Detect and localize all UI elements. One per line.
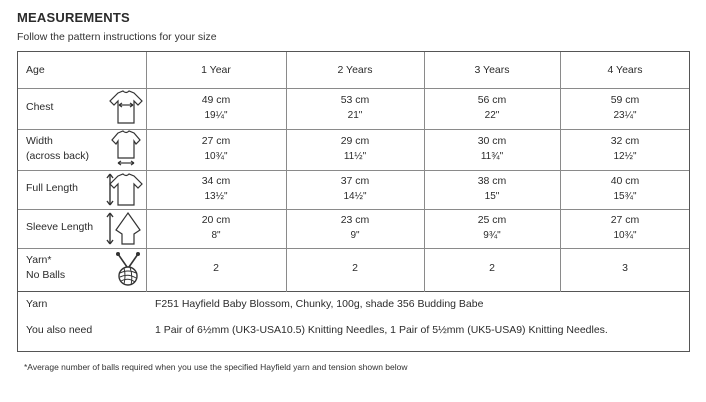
- yarn-ball-icon: [112, 251, 144, 289]
- size-header-4-years: 4 Years: [607, 64, 643, 76]
- chest-1-year: 49 cm 19¼": [201, 94, 231, 121]
- row-label-width: Width (across back): [26, 135, 90, 162]
- full-length-1-year: 34 cm 13½": [201, 175, 231, 202]
- yarn-value: F251 Hayfield Baby Blossom, Chunky, 100g, shade 356 Budding Babe: [155, 298, 484, 310]
- age-label: Age: [26, 64, 45, 76]
- chest-2-years: 53 cm 21": [340, 94, 370, 121]
- size-header-1-year: 1 Year: [201, 64, 231, 76]
- full-length-3-years: 38 cm 15": [477, 175, 507, 202]
- yarn-balls-3-years: 2: [489, 262, 495, 274]
- sleeve-measure-icon: [102, 210, 146, 247]
- sleeve-length-2-years: 23 cm 9": [340, 214, 370, 241]
- yarn-balls-4-years: 3: [622, 262, 628, 274]
- full-length-2-years: 37 cm 14½": [340, 175, 370, 202]
- size-header-2-years: 2 Years: [337, 64, 373, 76]
- measurements-title: MEASUREMENTS: [17, 10, 130, 25]
- measurements-table: [17, 51, 690, 352]
- row-label-sleeve-length: Sleeve Length: [26, 221, 94, 233]
- width-measure-icon: [106, 130, 146, 168]
- row-label-yarn-balls: Yarn* No Balls: [26, 254, 66, 281]
- yarn-balls-2-years: 2: [352, 262, 358, 274]
- width-4-years: 32 cm 12½": [610, 135, 640, 162]
- column-divider: [146, 52, 147, 292]
- size-header-3-years: 3 Years: [474, 64, 510, 76]
- row-label-full-length: Full Length: [26, 182, 78, 194]
- yarn-label: Yarn: [26, 298, 48, 310]
- chest-3-years: 56 cm 22": [477, 94, 507, 121]
- full-length-4-years: 40 cm 15¾": [610, 175, 640, 202]
- width-3-years: 30 cm 11¾": [477, 135, 507, 162]
- yarn-balls-1-year: 2: [213, 262, 219, 274]
- chest-measure-icon: [106, 89, 146, 127]
- width-2-years: 29 cm 11½": [340, 135, 370, 162]
- length-measure-icon: [102, 171, 146, 208]
- column-divider: [286, 52, 287, 292]
- also-need-value: 1 Pair of 6½mm (UK3-USA10.5) Knitting Needles, 1 Pair of 5½mm (UK5-USA9) Knitting Needles.: [155, 324, 608, 336]
- measurements-subtitle: Follow the pattern instructions for your size: [17, 31, 217, 43]
- row-divider: [18, 248, 689, 249]
- section-divider: [18, 291, 689, 292]
- footnote: *Average number of balls required when you use the specified Hayfield yarn and tension shown below: [24, 362, 408, 372]
- width-1-year: 27 cm 10¾": [201, 135, 231, 162]
- sleeve-length-4-years: 27 cm 10¾": [610, 214, 640, 241]
- row-label-chest: Chest: [26, 101, 54, 113]
- chest-4-years: 59 cm 23¼": [610, 94, 640, 121]
- sleeve-length-1-year: 20 cm 8": [201, 214, 231, 241]
- column-divider: [560, 52, 561, 292]
- sleeve-length-3-years: 25 cm 9¾": [477, 214, 507, 241]
- column-divider: [424, 52, 425, 292]
- also-need-label: You also need: [26, 324, 93, 336]
